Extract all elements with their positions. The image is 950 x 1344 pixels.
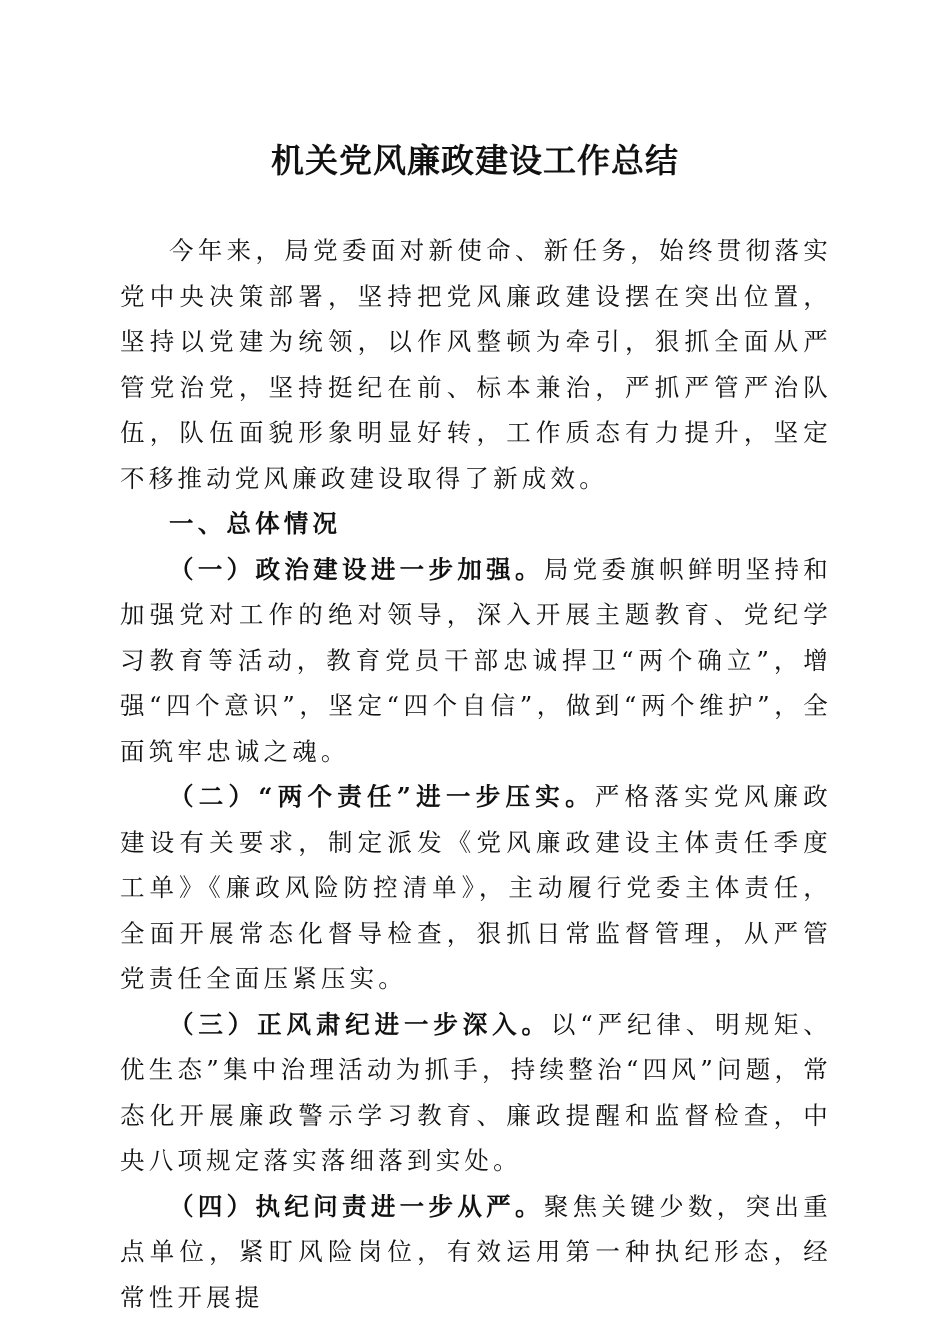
item-text: 局党委旗帜鲜明坚持和加强党对工作的绝对领导，深入开展主题教育、党纪学习教育等活动，教育党员干部忠诚捍卫“两个确立”，增强“四个意识”，坚定“四个自信”，做到“两个维护”，全面筑牢忠诚之魂。 [120,554,832,766]
item-text: 聚焦关键少数，突出重点单位，紧盯风险岗位，有效运用第一种执纪形态，经常性开展提 [120,1191,832,1312]
item-lead: （三）正风肃纪进一步深入。 [169,1009,551,1039]
item-paragraph-1 [120,547,832,775]
item-lead: （四）执纪问责进一步从严。 [169,1191,544,1221]
item-paragraph-3 [120,1002,832,1184]
item-lead: （一）政治建设进一步加强。 [169,554,544,584]
item-paragraph-2 [120,774,832,1002]
item-paragraph-4 [120,1184,832,1321]
item-text: 以“严纪律、明规矩、优生态”集中治理活动为抓手，持续整治“四风”问题，常态化开展廉政警示学习教育、廉政提醒和监督检查，中央八项规定落实落细落到实处。 [120,1009,832,1175]
item-lead: （二）“两个责任”进一步压实。 [169,782,595,811]
document-title: 机关党风廉政建设工作总结 [271,141,679,180]
item-text: 严格落实党风廉政建设有关要求，制定派发《党风廉政建设主体责任季度工单》《廉政风险防控清单》，主动履行党委主体责任，全面开展常态化督导检查，狠抓日常监督管理，从严管党责任全面压紧压实。 [120,782,833,993]
intro-paragraph: 今年来，局党委面对新使命、新任务，始终贯彻落实党中央决策部署，坚持把党风廉政建设摆在突出位置，坚持以党建为统领，以作风整顿为牵引，狠抓全面从严管党治党，坚持挺纪在前、标本兼治，严抓严管严治队伍，队伍面貌形象明显好转，工作质态有力提升，坚定不移推动党风廉政建设取得了新成效。 [120,236,832,493]
section-heading: 一、总体情况 [169,509,342,538]
document-body [120,228,832,1320]
